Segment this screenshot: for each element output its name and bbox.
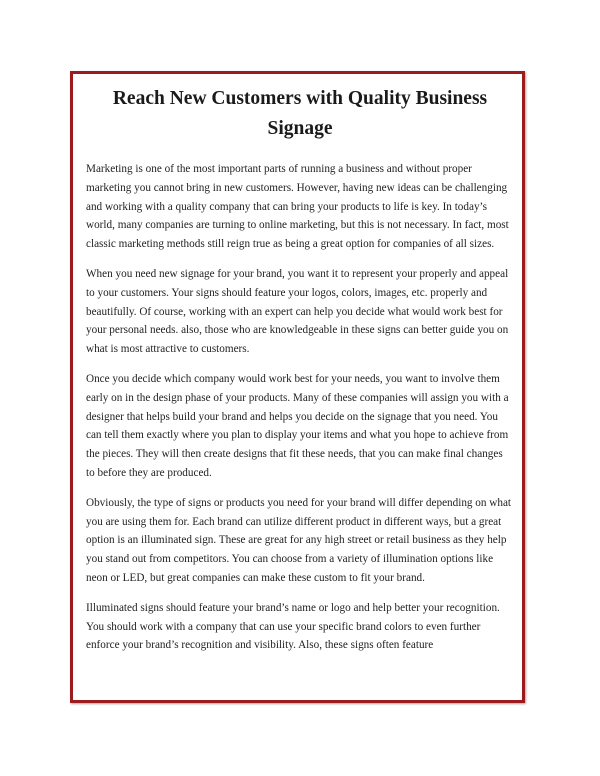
paragraph-2: When you need new signage for your brand, you want it to represent your properly and appeal to your customers. Your signs should feature your logos, colors, images, etc. properly and beautifully. Of course, working with an expert can help you decide what would work best for your personal needs. also, those who are knowledgeable in these signs can better guide you on what is most attractive to customers. <box>86 267 509 356</box>
paragraph-1: Marketing is one of the most important parts of running a business and without proper marketing you cannot bring in new customers. However, having new ideas can be challenging and working with a quality company that can bring your products to life is key. In today’s world, many companies are turning to online marketing, but this is not necessary. In fact, most classic marketing methods still reign true as being a great option for companies of all sizes. <box>86 163 509 251</box>
paragraph-5: Illuminated signs should feature your brand’s name or logo and help better your recognition. You should work with a company that can use your specific brand colors to even further enforce your brand’s recognition and visibility. Also, these signs often feature <box>86 601 500 652</box>
paragraph-4: Obviously, the type of signs or products you need for your brand will differ depending on what you are using them for. Each brand can utilize different product in different ways, but a great option is an illuminated sign. These are great for any high street or retail business as they help you stand out from competitors. You can choose from a variety of illumination options like neon or LED, but great companies can make these custom to fit your brand. <box>86 496 512 584</box>
paragraph-3: Once you decide which company would work best for your needs, you want to involve them early on in the design phase of your products. Many of these companies will assign you with a designer that helps build your brand and helps you decide on the signage that you need. You can tell them exactly where you plan to display your items and what you hope to achieve from the pieces. They will then create designs that fit these needs, that you can make final changes to before they are produced. <box>86 372 509 479</box>
document-body <box>86 84 514 666</box>
document-title: Reach New Customers with Quality Business Signage <box>112 88 488 139</box>
